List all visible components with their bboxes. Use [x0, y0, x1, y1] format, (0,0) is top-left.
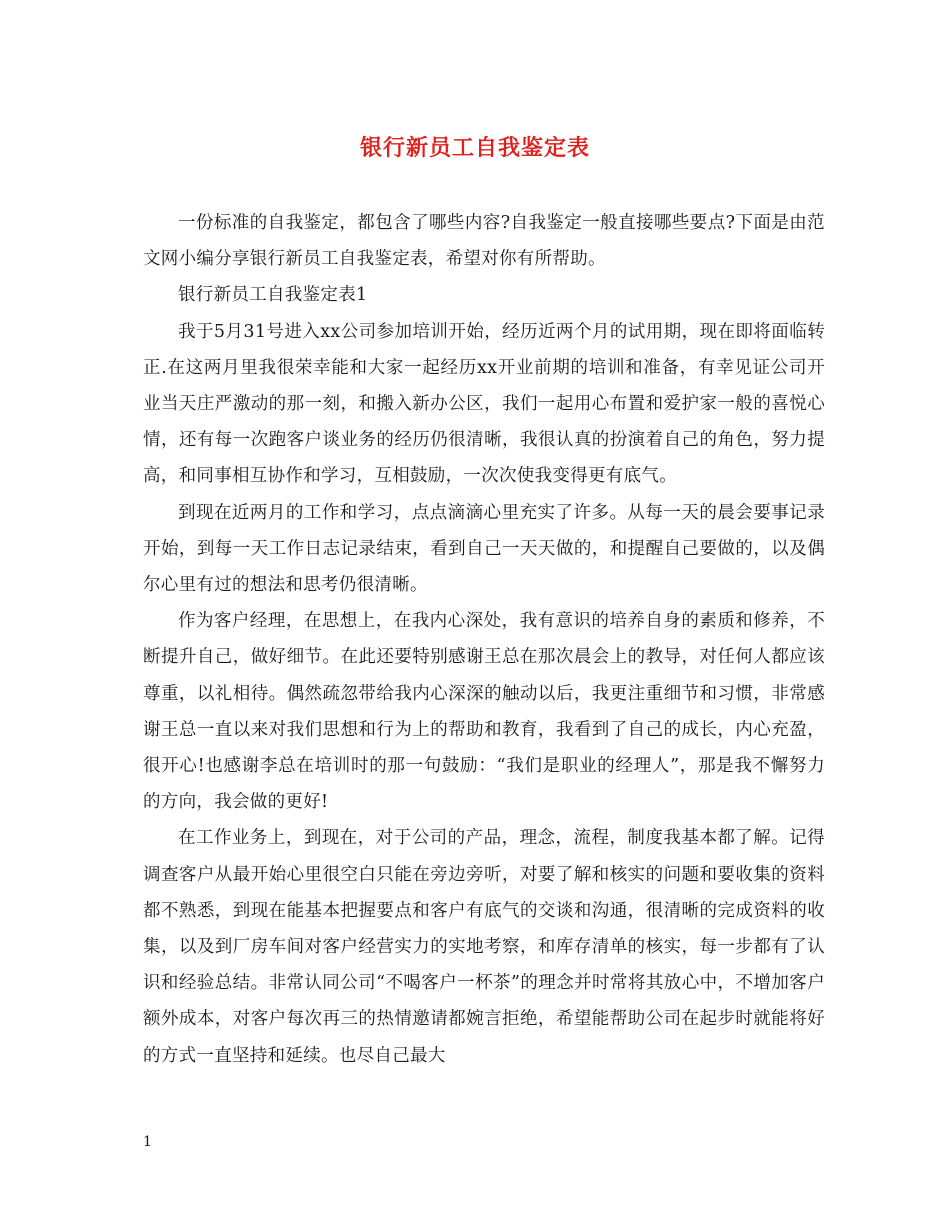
body-paragraph: 我于5月31号进入xx公司参加培训开始，经历近两个月的试用期，现在即将面临转正.在这两月里我很荣幸能和大家一起经历xx开业前期的培训和准备，有幸见证公司开业当天庄严激动的那一刻，和搬入新办公区，我们一起用心布置和爱护家一般的喜悦心情，还有每一次跑客户谈业务的经历仍很清晰，我很认真的扮演着自己的角色，努力提高，和同事相互协作和学习，互相鼓励，一次次使我变得更有底气。: [143, 321, 825, 487]
document-body: [143, 205, 825, 1074]
body-paragraph: 在工作业务上，到现在，对于公司的产品，理念，流程，制度我基本都了解。记得调查客户从最开始心里很空白只能在旁边旁听，对要了解和核实的问题和要收集的资料都不熟悉，到现在能基本把握要点和客户有底气的交谈和沟通，很清晰的完成资料的收集，以及到厂房车间对客户经营实力的实地考察，和库存清单的核实，每一步都有了认识和经验总结。非常认同公司“不喝客户一杯茶”的理念并时常将其放心中，不增加客户额外成本，对客户每次再三的热情邀请都婉言拒绝，希望能帮助公司在起步时就能将好的方式一直坚持和延续。也尽自己最大: [143, 828, 825, 1066]
document-title: 银行新员工自我鉴定表: [359, 135, 590, 161]
body-paragraph: 作为客户经理，在思想上，在我内心深处，我有意识的培养自身的素质和修养，不断提升自己，做好细节。在此还要特别感谢王总在那次晨会上的教导，对任何人都应该尊重，以礼相待。偶然疏忽带给我内心深深的触动以后，我更注重细节和习惯，非常感谢王总一直以来对我们思想和行为上的帮助和教育，我看到了自己的成长，内心充盈，很开心!也感谢李总在培训时的那一句鼓励：“我们是职业的经理人”，那是我不懈努力的方向，我会做的更好!: [143, 611, 825, 813]
body-paragraph: 到现在近两月的工作和学习，点点滴滴心里充实了许多。从每一天的晨会要事记录开始，到每一天工作日志记录结束，看到自己一天天做的，和提醒自己要做的，以及偶尔心里有过的想法和思考仍很清晰。: [143, 502, 825, 596]
intro-paragraph: 一份标准的自我鉴定，都包含了哪些内容?自我鉴定一般直接哪些要点?下面是由范文网小编分享银行新员工自我鉴定表，希望对你有所帮助。: [143, 213, 825, 270]
page-number: 1: [143, 1134, 152, 1150]
section-heading: 银行新员工自我鉴定表1: [178, 285, 368, 306]
